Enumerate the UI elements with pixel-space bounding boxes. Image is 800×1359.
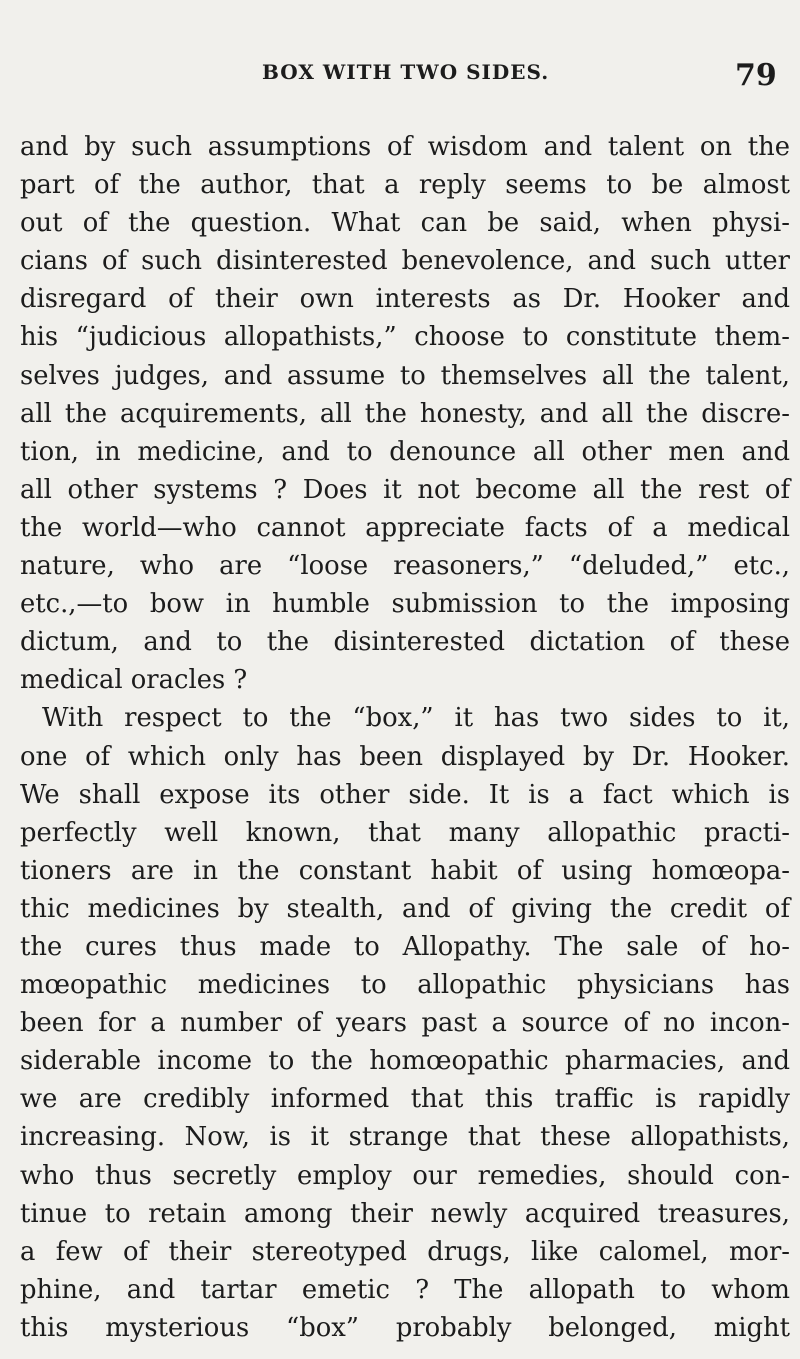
text-line: tinue to retain among their newly acquired treasures,: [20, 1198, 790, 1229]
text-line: siderable income to the homœopathic pharmacies, and: [20, 1046, 790, 1077]
text-line: phine, and tartar emetic ? The allopath to whom: [20, 1274, 790, 1305]
text-line: selves judges, and assume to themselves all the talent,: [20, 360, 790, 391]
text-line: been for a number of years past a source of no incon-: [20, 1008, 790, 1039]
text-line: a few of their stereotyped drugs, like calomel, mor-: [20, 1236, 790, 1267]
text-line: out of the question. What can be said, when physi-: [20, 208, 790, 239]
text-line: With respect to the “box,” it has two sides to it,: [42, 703, 790, 734]
text-line: the cures thus made to Allopathy. The sale of ho-: [20, 931, 790, 962]
text-line: perfectly well known, that many allopathic practi-: [20, 817, 790, 848]
text-line: dictum, and to the disinterested dictation of these: [20, 627, 790, 658]
text-line: We shall expose its other side. It is a fact which is: [20, 779, 790, 810]
text-line: nature, who are “loose reasoners,” “deluded,” etc.,: [20, 551, 790, 582]
body-text: [20, 128, 790, 1347]
text-line: cians of such disinterested benevolence, and such utter: [20, 246, 790, 277]
text-line: medical oracles ?: [20, 665, 248, 696]
text-line: all the acquirements, all the honesty, and all the discre-: [20, 398, 790, 429]
text-line: tioners are in the constant habit of using homœopa-: [20, 855, 790, 886]
text-line: etc.,—to bow in humble submission to the imposing: [20, 589, 790, 620]
text-line: all other systems ? Does it not become all the rest of: [20, 474, 790, 505]
text-line: thic medicines by stealth, and of giving the credit of: [20, 893, 790, 924]
text-line: this mysterious “box” probably belonged, might: [20, 1312, 790, 1343]
text-line: disregard of their own interests as Dr. Hooker and: [20, 284, 790, 315]
text-line: tion, in medicine, and to denounce all other men and: [20, 436, 790, 467]
text-line: mœopathic medicines to allopathic physicians has: [20, 970, 790, 1001]
text-line: one of which only has been displayed by Dr. Hooker.: [20, 741, 790, 772]
text-line: part of the author, that a reply seems to be almost: [20, 170, 790, 201]
page-number: 79: [735, 58, 777, 93]
running-header: BOX WITH TWO SIDES.: [262, 60, 550, 84]
text-line: increasing. Now, is it strange that these allopathists,: [20, 1122, 790, 1153]
text-line: the world—who cannot appreciate facts of a medical: [20, 512, 790, 543]
text-line: who thus secretly employ our remedies, should con-: [20, 1160, 790, 1191]
text-line: we are credibly informed that this traffic is rapidly: [20, 1084, 790, 1115]
text-line: and by such assumptions of wisdom and talent on the: [20, 132, 790, 162]
text-line: his “judicious allopathists,” choose to constitute them-: [20, 322, 790, 353]
